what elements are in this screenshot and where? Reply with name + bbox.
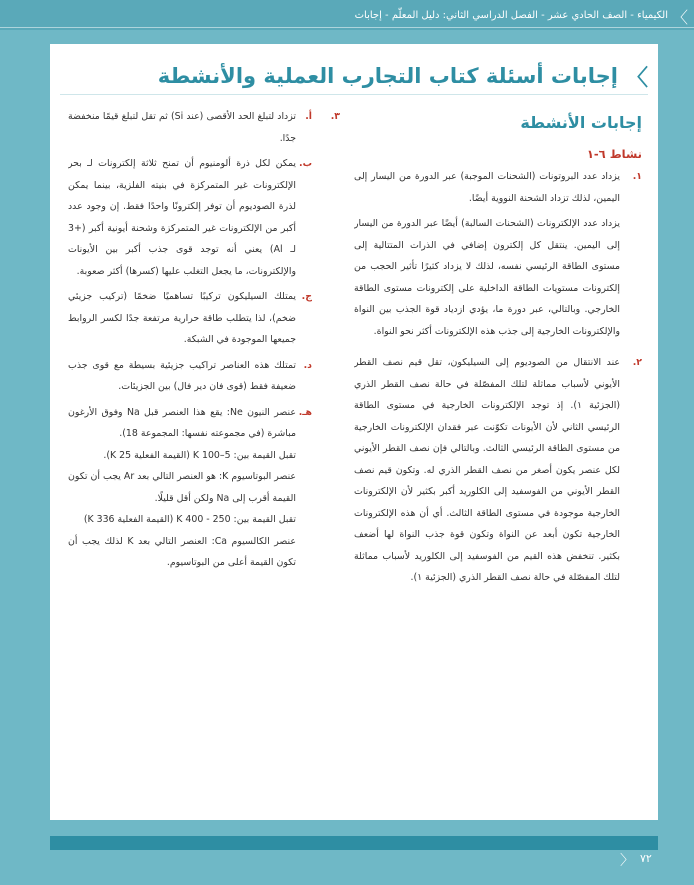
- answer-number: ٣.: [330, 111, 340, 122]
- answer-item: [68, 106, 340, 578]
- title-block: [60, 58, 648, 94]
- page-title: إجابات أسئلة كتاب التجارب العملية والأنشطة: [157, 64, 618, 88]
- section-title: إجابات الأنشطة: [520, 113, 642, 132]
- sub-answer-text: عنصر البوتاسيوم K: هو العنصر التالي بعد Ar يجب أن تكون القيمة أقرب إلى Na ولكن أقل قليلًا.: [68, 471, 297, 504]
- sub-answer-text: تزداد لتبلغ الحد الأقصى (عند Si) ثم تقل لتبلغ قيمًا منخفضة جدًا.: [68, 111, 297, 144]
- page-content: [50, 44, 658, 820]
- sub-answer: [68, 355, 312, 398]
- answer-paragraph: عند الانتقال من الصوديوم إلى السيليكون، تقل قيم نصف القطر الأيوني لأسباب مماثلة لتلك المفصّلة في حالة نصف القطر الذري (الجزئية ١). إذ توجد الإلكترونات الخارجية في مستوى الطاقة الرئيسي الثاني لأن الأيونات تكوّنت عبر فقدان الإلكترونات الخارجية من مستوى الطاقة الرئيسي الثالث. وبالتالي فإن نصف القطر الأيوني لكل عنصر يكون أصغر من نصف القطر الذري له. وتكون قيم نصف القطر الأيوني من الفوسفيد إلى الكلوريد أكبر بكثير لأن الإلكترونات الخارجية موجودة في مستوى الطاقة الثالث. أي أن هذه الإلكترونات الخارجية تكون أبعد عن النواة وتكون قوة جذب النواة لها أضعف بكثير. تنخفض هذه القيم من الفوسفيد إلى الكلوريد لأسباب مماثلة لتلك المفصّلة في حالة نصف القطر الذري (الجزئية ١).: [354, 357, 620, 583]
- sub-answer: [68, 286, 312, 351]
- chevron-right-icon: 〉: [625, 65, 648, 91]
- sub-answer-text: تمتلك هذه العناصر تراكيب جزيئية بسيطة مع قوى جذب ضعيفة فقط (قوى فان دير فال) بين الجزيئات.: [68, 359, 296, 392]
- sub-answer-letter: أ.: [305, 111, 312, 122]
- activity-title: نشاط ٦-١: [586, 147, 642, 161]
- answer-number: ١.: [632, 171, 642, 182]
- sub-answer: [68, 106, 312, 149]
- sub-answer-letter: هـ.: [298, 406, 312, 418]
- answer-item: [354, 166, 642, 346]
- sub-answer-text: تقبل القيمة بين: K 400 - 250 (القيمة الفعلية 336 K): [83, 514, 296, 525]
- breadcrumb-bar: [0, 0, 694, 30]
- sub-answer-letter: ج.: [301, 291, 312, 302]
- sub-answer: [68, 402, 312, 574]
- answer-paragraph: يزداد عدد الإلكترونات (الشحنات السالبة) أيضًا عبر الدورة من اليسار إلى اليمين. ينتقل كل إلكترون إضافي في الذرات المتتالية إلى مستوى الطاقة الرئيسي نفسه، لذلك لا يزداد كثيرًا تأثير الحجب من إلكترونات مستويات الطاقة الداخلية على إلكترونات مستوى الطاقة الخارجي. وبالتالي، عبر دورة ما، يؤدي ازدياد قوة الجذب بين النواة والإلكترونات الخارجية إلى جذب هذه الإلكترونات أكثر نحو النواة.: [354, 218, 620, 337]
- sub-answer-letter: ب.: [299, 158, 312, 169]
- footer-band: [50, 836, 658, 850]
- chevron-left-icon[interactable]: 〈: [620, 853, 634, 869]
- right-column: [354, 106, 642, 816]
- answer-number: ٢.: [632, 357, 642, 368]
- sub-answer-text: عنصر الكالسيوم Ca: العنصر التالي بعد K لذلك يجب أن تكون القيمة أعلى من البوتاسيوم.: [68, 535, 296, 568]
- divider: [60, 94, 648, 95]
- left-column: [68, 106, 340, 806]
- sub-answer: [68, 153, 312, 282]
- sub-answer-text: تقبل القيمة بين: K 100–5 (القيمة الفعلية 25 K).: [103, 449, 296, 461]
- sub-answer-text: يمتلك السيليكون تركيبًا تساهميًا ضخمًا (تركيب جزيئي ضخم)، لذا يتطلب طاقة حرارية مرتفعة جدًا لكسر الروابط جميعها الموجودة في الشبكة.: [68, 291, 296, 345]
- page-number: ٧٢: [640, 852, 652, 865]
- sub-answer-text: يمكن لكل ذرة ألومنيوم أن تمنح ثلاثة إلكترونات لـ بحر الإلكترونات غير المتمركزة في بنيته الفلزية، بينما يمكن لذرة الصوديوم أن توفر إلكترونًا واحدًا فقط. إن وجود عدد أكبر من الإلكترونات غير المتمركزة وشحنة أيونية أكبر (+3 لـ Al) يعني أنه توجد قوى جذب أكبر بين الأيونات والإلكترونات، ما يجعل التغلب عليها (كسرها) أكثر صعوبة.: [68, 158, 296, 277]
- breadcrumb: الكيمياء - الصف الحادي عشر - الفصل الدراسي الثاني: دليل المعلّم - إجابات: [354, 9, 668, 21]
- chevron-right-icon[interactable]: 〉: [671, 8, 688, 27]
- divider: [0, 27, 694, 28]
- sub-answer-text: عنصر النيون Ne: يقع هذا العنصر قبل Na وفوق الأرغون مباشرة (في مجموعته نفسها: المجموعة 18).: [68, 406, 296, 439]
- answer-item: [354, 352, 642, 593]
- answer-paragraph: يزداد عدد البروتونات (الشحنات الموجبة) عبر الدورة من اليسار إلى اليمين، لذلك تزداد الشحنة النووية أيضًا.: [354, 171, 620, 204]
- sub-answer-letter: د.: [303, 359, 312, 371]
